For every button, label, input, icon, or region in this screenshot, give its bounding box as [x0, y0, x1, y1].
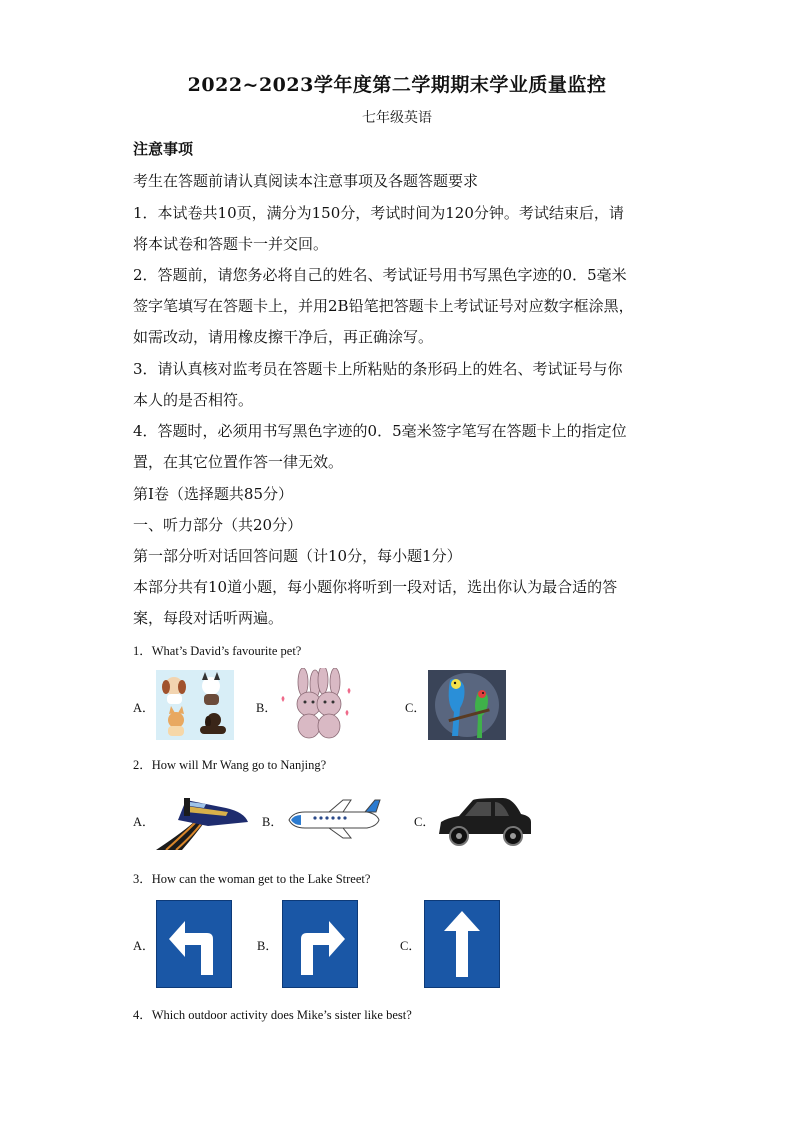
- notes-item-2: 2．答题前，请您务必将自己的姓名、考试证号用书写黑色字迹的0．5毫米: [133, 266, 627, 284]
- notes-item-1: 1．本试卷共10页，满分为150分，考试时间为120分钟。考试结束后，请: [133, 204, 624, 222]
- notes-item-1-cont: 将本试卷和答题卡一并交回。: [133, 235, 329, 253]
- q1-option-a-label: A．: [133, 701, 155, 715]
- notes-item-3: 3．请认真核对监考员在答题卡上所粘贴的条形码上的姓名、考试证号与你: [133, 360, 623, 378]
- notes-intro: 考生在答题前请认真阅读本注意事项及各题答题要求: [133, 172, 479, 190]
- q3-option-c-label: C．: [400, 939, 421, 953]
- q2-option-a-label: A．: [133, 815, 155, 829]
- parrots-icon: [428, 670, 506, 740]
- train-icon: [156, 792, 248, 850]
- subpart-heading: 第一部分听对话回答问题（计10分，每小题1分）: [133, 547, 462, 565]
- notes-item-3-cont: 本人的是否相符。: [133, 391, 254, 409]
- question-2: 2．How will Mr Wang go to Nanjing?: [133, 758, 327, 772]
- notes-item-2-cont: 签字笔填写在答题卡上，并用2B铅笔把答题卡上考试证号对应数字框涂黑，: [133, 297, 634, 315]
- turn-left-sign-icon: [156, 900, 232, 988]
- notes-item-4: 4．答题时，必须用书写黑色字迹的0．5毫米签字笔写在答题卡上的指定位: [133, 422, 627, 440]
- straight-ahead-sign-icon: [424, 900, 500, 988]
- q2-option-c-label: C．: [414, 815, 435, 829]
- dogs-icon: [156, 670, 234, 740]
- q3-option-b-label: B．: [257, 939, 278, 953]
- part-heading: 一、听力部分（共20分）: [133, 516, 303, 534]
- notes-item-4-cont: 置，在其它位置作答一律无效。: [133, 453, 344, 471]
- rabbits-icon: [277, 668, 355, 740]
- notes-heading: 注意事项: [133, 140, 194, 158]
- question-1: 1．What’s David’s favourite pet?: [133, 644, 302, 658]
- question-3: 3．How can the woman get to the Lake Street?: [133, 872, 371, 886]
- question-4: 4．Which outdoor activity does Mike’s sister like best?: [133, 1008, 412, 1022]
- exam-subtitle: 七年级英语: [362, 110, 432, 126]
- q1-option-c-label: C．: [405, 701, 426, 715]
- q2-option-b-label: B．: [262, 815, 283, 829]
- section-description-cont: 案，每段对话听两遍。: [133, 609, 284, 627]
- q3-option-a-label: A．: [133, 939, 155, 953]
- notes-item-2-cont2: 如需改动，请用橡皮擦干净后，再正确涂写。: [133, 328, 434, 346]
- q1-option-b-label: B．: [256, 701, 277, 715]
- airplane-icon: [285, 798, 381, 840]
- turn-right-sign-icon: [282, 900, 358, 988]
- exam-title: 2022~2023学年度第二学期期末学业质量监控: [187, 74, 607, 96]
- car-icon: [437, 794, 533, 850]
- section-description: 本部分共有10道小题，每小题你将听到一段对话，选出你认为最合适的答: [133, 578, 618, 596]
- volume-heading: 第I卷（选择题共85分）: [133, 485, 294, 503]
